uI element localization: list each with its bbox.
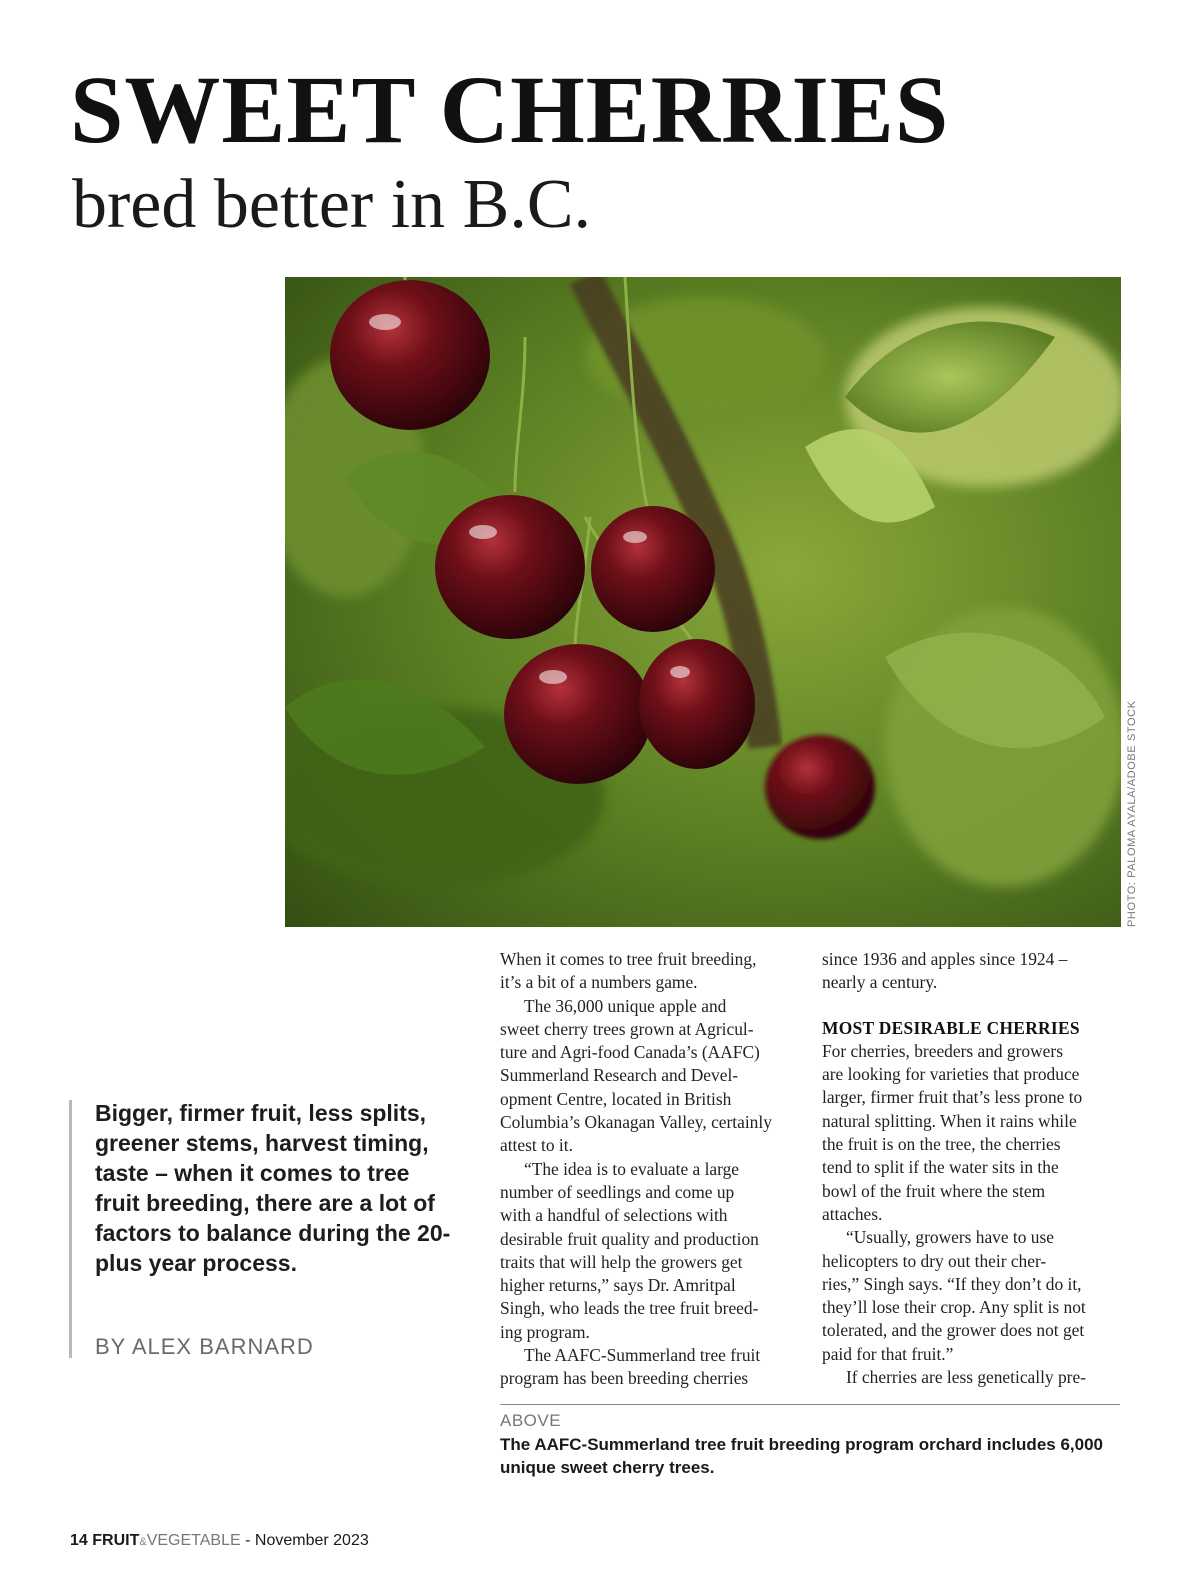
body-line: tend to split if the water sits in the	[822, 1157, 1059, 1178]
page-footer	[70, 1532, 369, 1550]
body-line: ries,” Singh says. “If they don’t do it,	[822, 1273, 1082, 1294]
body-line: “Usually, growers have to use	[846, 1227, 1054, 1248]
body-line: nearly a century.	[822, 972, 938, 993]
headline-subtitle: bred better in B.C.	[72, 166, 592, 243]
body-line: helicopters to dry out their cher-	[822, 1250, 1047, 1271]
body-line: traits that will help the growers get	[500, 1251, 743, 1272]
body-line: Columbia’s Okanagan Valley, certainly	[500, 1112, 772, 1133]
body-line: tolerated, and the grower does not get	[822, 1320, 1085, 1341]
caption-divider	[500, 1404, 1120, 1405]
body-line: number of seedlings and come up	[500, 1181, 735, 1202]
photo-credit: PHOTO: PALOMA AYALA/ADOBE STOCK	[1126, 700, 1138, 927]
magazine-name-fruit: FRUIT	[92, 1532, 140, 1549]
body-line: opment Centre, located in British	[500, 1088, 732, 1109]
pull-quote-rule	[69, 1100, 72, 1358]
body-line: ing program.	[500, 1321, 590, 1342]
body-line: they’ll lose their crop. Any split is not	[822, 1297, 1086, 1318]
cherry-photo	[285, 277, 1121, 927]
headline-title: SWEET CHERRIES	[70, 56, 950, 163]
body-line: attaches.	[822, 1203, 883, 1224]
body-column-2	[822, 948, 1124, 1389]
body-line: sweet cherry trees grown at Agricul-	[500, 1018, 754, 1039]
body-line: higher returns,” says Dr. Amritpal	[500, 1275, 736, 1296]
body-line: with a handful of selections with	[500, 1205, 728, 1226]
magazine-name-amp: &	[139, 1536, 147, 1548]
body-line: paid for that fruit.”	[822, 1343, 954, 1364]
body-line: The 36,000 unique apple and	[524, 995, 727, 1016]
body-line: ture and Agri-food Canada’s (AAFC)	[500, 1042, 760, 1063]
caption-label: ABOVE	[500, 1411, 562, 1430]
body-line: Singh, who leads the tree fruit breed-	[500, 1298, 759, 1319]
body-line: natural splitting. When it rains while	[822, 1110, 1077, 1131]
body-line: program has been breeding cherries	[500, 1368, 749, 1389]
body-line: For cherries, breeders and growers	[822, 1040, 1063, 1061]
body-line: Summerland Research and Devel-	[500, 1065, 739, 1086]
footer-separator: -	[245, 1532, 251, 1549]
body-line: desirable fruit quality and production	[500, 1228, 759, 1249]
body-line: “The idea is to evaluate a large	[524, 1158, 740, 1179]
body-line: are looking for varieties that produce	[822, 1064, 1080, 1085]
body-line: larger, firmer fruit that’s less prone to	[822, 1087, 1083, 1108]
body-line: it’s a bit of a numbers game.	[500, 972, 698, 993]
body-line: the fruit is on the tree, the cherries	[822, 1134, 1061, 1155]
caption-text: The AAFC-Summerland tree fruit breeding program orchard includes 6,000 unique sweet cherry trees.	[500, 1435, 1103, 1477]
issue-date: November 2023	[254, 1532, 369, 1549]
body-line: attest to it.	[500, 1135, 573, 1156]
body-line: since 1936 and apples since 1924 –	[822, 949, 1068, 969]
body-line: The AAFC-Summerland tree fruit	[524, 1345, 761, 1366]
body-line: bowl of the fruit where the stem	[822, 1180, 1046, 1201]
body-line: When it comes to tree fruit breeding,	[500, 949, 757, 969]
section-heading: MOST DESIRABLE CHERRIES	[822, 1017, 1080, 1038]
body-column-1	[500, 948, 802, 1391]
magazine-name-vegetable: VEGETABLE	[146, 1532, 241, 1549]
body-line: If cherries are less genetically pre-	[846, 1367, 1086, 1388]
byline: BY ALEX BARNARD	[95, 1334, 314, 1359]
pull-quote: Bigger, firmer fruit, less splits, greener stems, harvest timing, taste – when it comes to tree fruit breeding, there are a lot of factors to balance during the 20-plus year process.	[95, 1100, 451, 1276]
page-number: 14	[70, 1532, 88, 1549]
